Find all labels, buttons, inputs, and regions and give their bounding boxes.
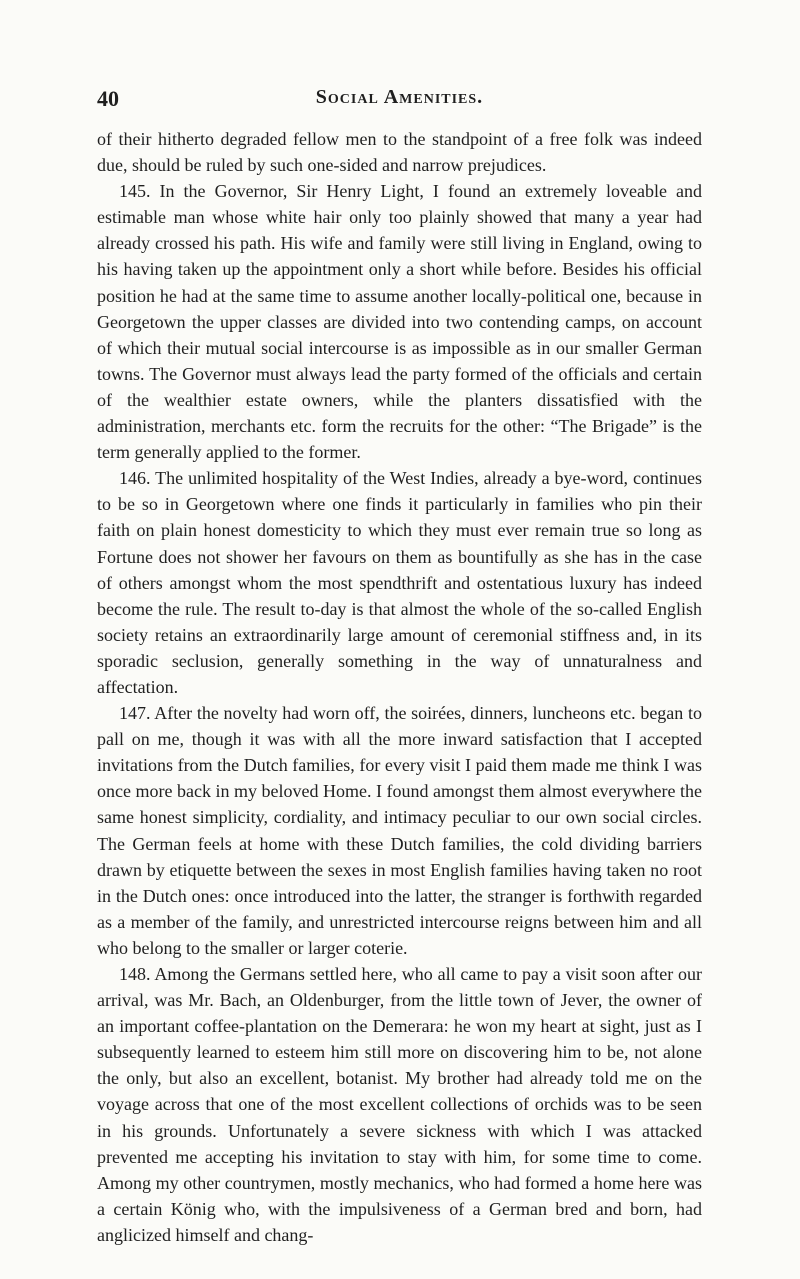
paragraph-continuation: of their hitherto degraded fellow men to the standpoint of a free folk was indeed due, should be ruled by such one-sided and narrow prejudices. (97, 129, 702, 176)
paragraph-147: 147. After the novelty had worn off, the soirées, dinners, luncheons etc. began to pall on me, though it was with all the more inward satisfaction that I accepted invitations from the Dutch families, for every visit I paid them made me think I was once more back in my beloved Home. I found amongst them almost everywhere the same honest simplicity, cordiality, and intimacy peculiar to our own social circles. The German feels at home with these Dutch families, the cold dividing barriers drawn by etiquette between the sexes in most English families having taken no root in the Dutch ones: once introduced into the latter, the stranger is forthwith regarded as a member of the family, and unrestricted intercourse reigns between him and all who belong to the smaller or larger coterie. (97, 703, 702, 958)
running-title: Social Amenities. (315, 86, 484, 108)
running-head (97, 86, 702, 116)
body-text (97, 126, 702, 1248)
paragraph-148: 148. Among the Germans settled here, who all came to pay a visit soon after our arrival, was Mr. Bach, an Oldenburger, from the little town of Jever, the owner of an important coffee-plantation on the Demerara: he won my heart at sight, just as I subsequently learned to esteem him still more on discovering him to be, not alone the only, but also an excellent, botanist. My brother had already told me on the voyage across that one of the most excellent collections of orchids was to be seen in his grounds. Unfortunately a severe sickness with which I was attacked prevented me accepting his invitation to stay with him, for some time to come. Among my other countrymen, mostly mechanics, who had formed a home here was a certain König who, with the impulsiveness of a German bred and born, had anglicized himself and chang- (97, 964, 702, 1245)
paragraph-146: 146. The unlimited hospitality of the West Indies, already a bye-word, continues to be so in Georgetown where one finds it particularly in families who pin their faith on plain honest domesticity to which they must ever remain true so long as Fortune does not shower her favours on them as bountifully as she has in the case of others amongst whom the most spendthrift and ostentatious luxury has indeed become the rule. The result to-day is that almost the whole of the so-called English society retains an extraordinarily large amount of ceremonial stiffness and, in its sporadic seclusion, generally something in the way of unnaturalness and affectation. (97, 468, 702, 697)
paragraph-145: 145. In the Governor, Sir Henry Light, I found an extremely loveable and estimable man whose white hair only too plainly showed that many a year had already crossed his path. His wife and family were still living in England, owing to his having taken up the appointment only a short while before. Besides his official position he had at the same time to assume another locally-political one, because in Georgetown the upper classes are divided into two contending camps, on account of which their mutual social intercourse is as impossible as in our smaller German towns. The Governor must always lead the party formed of the officials and certain of the wealthier estate owners, while the planters dissatisfied with the administration, merchants etc. form the recruits for the other: “The Brigade” is the term generally applied to the former. (97, 181, 702, 463)
page-number: 40 (97, 86, 119, 111)
